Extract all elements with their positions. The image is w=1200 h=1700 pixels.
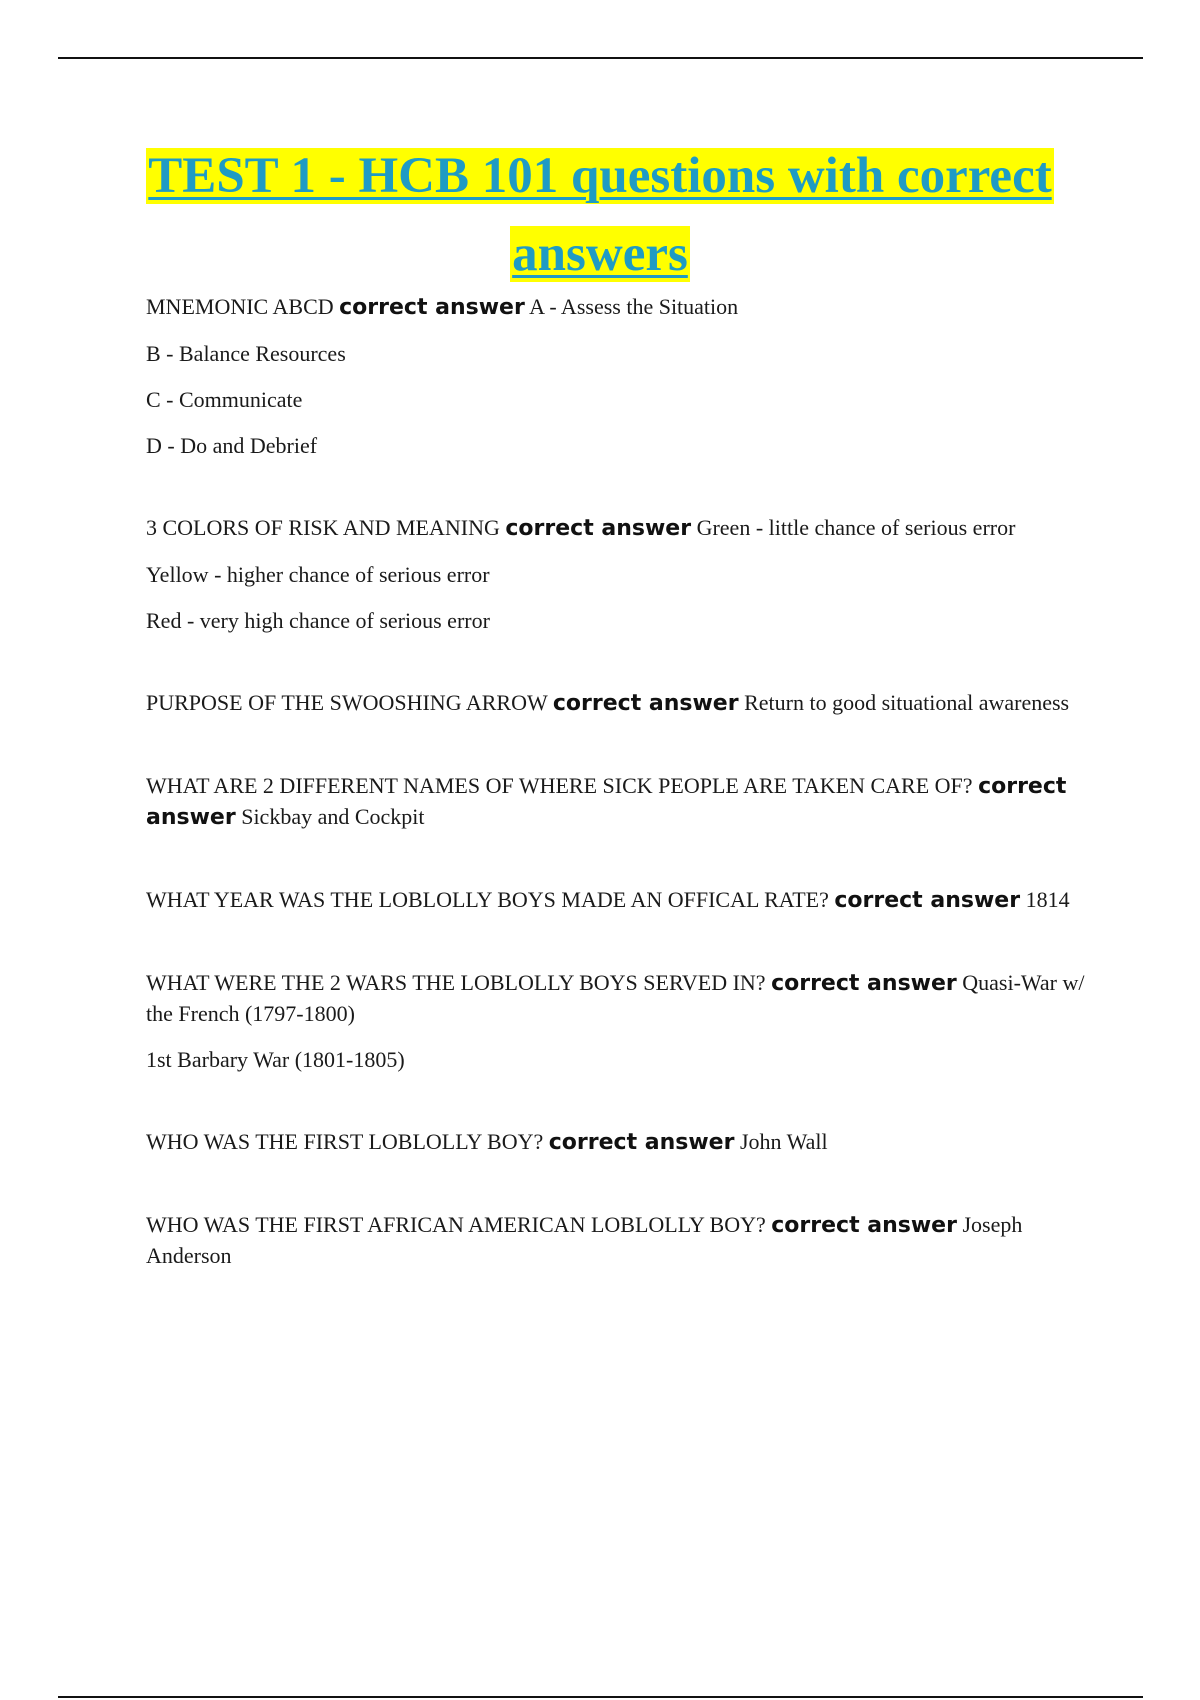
qa-first-line xyxy=(146,688,1091,719)
qa-list xyxy=(146,292,1091,1271)
answer-text: Sickbay and Cockpit xyxy=(241,804,425,829)
answer-line: 1st Barbary War (1801-1805) xyxy=(146,1047,405,1072)
bottom-rule xyxy=(58,1696,1143,1698)
qa-item xyxy=(146,1127,1091,1158)
title-block xyxy=(100,143,1100,299)
answer-line: D - Do and Debrief xyxy=(146,433,318,458)
answer-text: Quasi-War w/ the French (1797-1800) xyxy=(146,970,1085,1026)
answer-text: Return to good situational awareness xyxy=(744,690,1070,715)
question-text: 3 COLORS OF RISK AND MEANING xyxy=(146,515,500,540)
qa-first-line xyxy=(146,1210,1091,1271)
answer-text: Green - little chance of serious error xyxy=(696,515,1016,540)
page-title: TEST 1 - HCB 101 questions with correct answers xyxy=(148,148,1052,282)
answer-marker: correct answer xyxy=(339,295,525,320)
qa-item xyxy=(146,771,1091,833)
answer-line: C - Communicate xyxy=(146,387,303,412)
answer-marker: correct answer xyxy=(771,1213,957,1238)
qa-item xyxy=(146,1210,1091,1271)
qa-first-line xyxy=(146,292,1091,323)
question-text: WHAT YEAR WAS THE LOBLOLLY BOYS MADE AN OFFICAL RATE? xyxy=(146,887,829,912)
qa-item xyxy=(146,292,1091,461)
qa-item xyxy=(146,968,1091,1075)
answer-text: Joseph Anderson xyxy=(146,1212,1023,1268)
qa-first-line xyxy=(146,513,1091,544)
answer-line: Yellow - higher chance of serious error xyxy=(146,562,490,587)
qa-first-line xyxy=(146,968,1091,1029)
question-text: WHAT ARE 2 DIFFERENT NAMES OF WHERE SICK PEOPLE ARE TAKEN CARE OF? xyxy=(146,773,973,798)
question-text: WHAT WERE THE 2 WARS THE LOBLOLLY BOYS SERVED IN? xyxy=(146,970,766,995)
question-text: WHO WAS THE FIRST LOBLOLLY BOY? xyxy=(146,1129,544,1154)
answer-marker: correct answer xyxy=(834,888,1021,913)
qa-item xyxy=(146,513,1091,636)
answer-marker: correct answer xyxy=(771,971,957,996)
qa-item xyxy=(146,688,1091,719)
qa-first-line xyxy=(146,771,1091,833)
answer-line: B - Balance Resources xyxy=(146,341,346,366)
question-text: WHO WAS THE FIRST AFRICAN AMERICAN LOBLOLLY BOY? xyxy=(146,1212,766,1237)
answer-marker: correct answer xyxy=(548,1130,735,1155)
answer-marker: correct answer xyxy=(505,516,692,541)
qa-first-line xyxy=(146,1127,1091,1158)
answer-text: John Wall xyxy=(739,1129,828,1154)
top-rule xyxy=(58,57,1143,59)
qa-first-line xyxy=(146,885,1091,916)
answer-line: Red - very high chance of serious error xyxy=(146,608,490,633)
answer-marker: correct answer xyxy=(552,691,739,716)
question-text: MNEMONIC ABCD xyxy=(146,294,334,319)
answer-marker: correct answer xyxy=(146,774,1067,830)
qa-item xyxy=(146,885,1091,916)
question-text: PURPOSE OF THE SWOOSHING ARROW xyxy=(146,690,548,715)
answer-text: A - Assess the Situation xyxy=(529,294,739,319)
answer-text: 1814 xyxy=(1025,887,1070,912)
